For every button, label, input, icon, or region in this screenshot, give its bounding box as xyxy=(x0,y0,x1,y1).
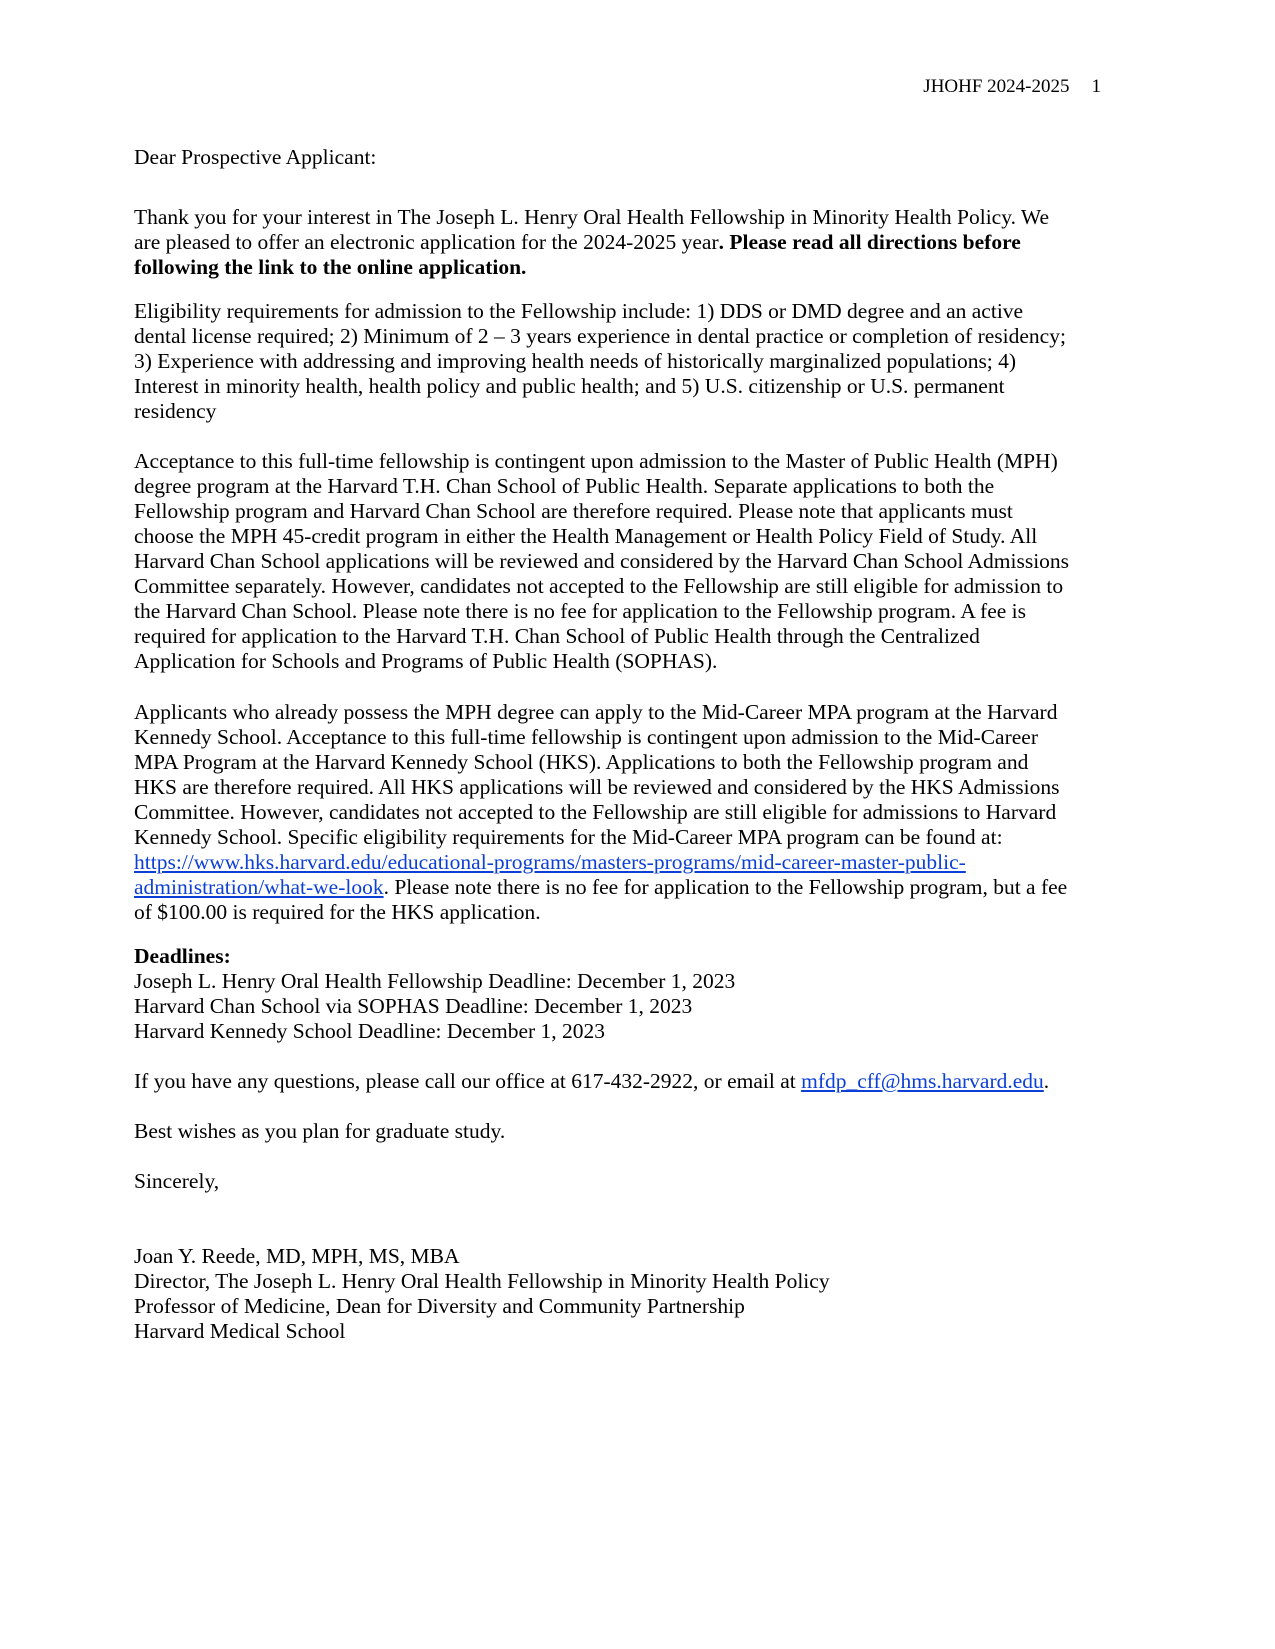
acceptance-line: degree program at the Harvard T.H. Chan School of Public Health. Separate applications to both the xyxy=(134,474,995,498)
acceptance-line: Harvard Chan School applications will be reviewed and considered by the Harvard Chan School Admissions xyxy=(134,549,1070,573)
mpa-line: Applicants who already possess the MPH degree can apply to the Mid-Career MPA program at the Harvard xyxy=(134,700,1058,724)
intro-text: are pleased to offer an electronic application for the 2024-2025 year xyxy=(134,230,719,254)
eligibility-line: dental license required; 2) Minimum of 2 – 3 years experience in dental practice or completion of residency; xyxy=(134,324,1066,348)
signature-name: Joan Y. Reede, MD, MPH, MS, MBA xyxy=(134,1244,460,1268)
intro-bold-text: . Please read all directions before xyxy=(718,230,1021,254)
acceptance-paragraph xyxy=(134,449,1069,674)
signature-institution: Harvard Medical School xyxy=(134,1319,346,1343)
eligibility-line: Interest in minority health, health policy and public health; and 5) U.S. citizenship or U.S. permanent xyxy=(134,374,1005,398)
signature-title: Professor of Medicine, Dean for Diversity and Community Partnership xyxy=(134,1294,745,1318)
eligibility-line: residency xyxy=(134,399,217,423)
intro-paragraph xyxy=(134,205,1049,280)
mpa-line xyxy=(134,875,1067,900)
hks-eligibility-link[interactable]: https://www.hks.harvard.edu/educational-programs/masters-programs/mid-career-master-public- xyxy=(134,850,966,874)
deadlines-heading: Deadlines: xyxy=(134,944,231,968)
deadlines-section xyxy=(134,944,735,1044)
deadline-item: Joseph L. Henry Oral Health Fellowship Deadline: December 1, 2023 xyxy=(134,969,736,993)
intro-line: Thank you for your interest in The Joseph L. Henry Oral Health Fellowship in Minority Health Policy. We xyxy=(134,205,1050,229)
intro-line xyxy=(134,230,1049,255)
page-number: 1 xyxy=(1091,76,1101,97)
mpa-line: MPA Program at the Harvard Kennedy School (HKS). Applications to both the Fellowship program and xyxy=(134,750,1029,774)
deadline-item: Harvard Kennedy School Deadline: December 1, 2023 xyxy=(134,1019,606,1043)
signature-block xyxy=(134,1244,830,1344)
deadline-item: Harvard Chan School via SOPHAS Deadline: December 1, 2023 xyxy=(134,994,693,1018)
acceptance-line: Application for Schools and Programs of Public Health (SOPHAS). xyxy=(134,649,718,673)
eligibility-line: Eligibility requirements for admission to the Fellowship include: 1) DDS or DMD degree and an active xyxy=(134,299,1024,323)
hks-eligibility-link-continued[interactable]: administration/what-we-look xyxy=(134,875,384,899)
salutation: Dear Prospective Applicant: xyxy=(134,145,377,169)
acceptance-line: choose the MPH 45-credit program in either the Health Management or Health Policy Field of Study. All xyxy=(134,524,1038,548)
mpa-paragraph xyxy=(134,700,1067,925)
page-header xyxy=(923,76,1101,98)
mpa-text: . Please note there is no fee for application to the Fellowship program, but a fee xyxy=(383,875,1068,899)
mpa-line: Committee. However, candidates not accepted to the Fellowship are still eligible for admissions to Harvard xyxy=(134,800,1057,824)
mpa-line: Kennedy School. Acceptance to this full-time fellowship is contingent upon admission to the Mid-Career xyxy=(134,725,1039,749)
eligibility-line: 3) Experience with addressing and improving health needs of historically marginalized populations; 4) xyxy=(134,349,1017,373)
mpa-line: Kennedy School. Specific eligibility requirements for the Mid-Career MPA program can be found at: xyxy=(134,825,1003,849)
acceptance-line: Acceptance to this full-time fellowship is contingent upon admission to the Master of Public Health (MPH) xyxy=(134,449,1058,473)
acceptance-line: required for application to the Harvard T.H. Chan School of Public Health through the Centralized xyxy=(134,624,980,648)
eligibility-paragraph xyxy=(134,299,1066,424)
mpa-line: of $100.00 is required for the HKS application. xyxy=(134,900,541,924)
mpa-line: HKS are therefore required. All HKS applications will be reviewed and considered by the HKS Admissions xyxy=(134,775,1060,799)
mpa-line xyxy=(134,850,1067,875)
wishes-line: Best wishes as you plan for graduate study. xyxy=(134,1119,506,1143)
acceptance-line: Committee separately. However, candidates not accepted to the Fellowship are still eligible for admission to xyxy=(134,574,1064,598)
contact-text: If you have any questions, please call our office at 617-432-2922, or email at xyxy=(134,1069,802,1093)
acceptance-line: Fellowship program and Harvard Chan School are therefore required. Please note that applicants must xyxy=(134,499,1013,523)
contact-period: . xyxy=(1043,1069,1050,1093)
signature-title: Director, The Joseph L. Henry Oral Health Fellowship in Minority Health Policy xyxy=(134,1269,830,1293)
header-code: JHOHF 2024-2025 xyxy=(923,76,1070,97)
email-link[interactable]: mfdp_cff@hms.harvard.edu xyxy=(801,1069,1044,1093)
closing-line: Sincerely, xyxy=(134,1169,220,1193)
acceptance-line: the Harvard Chan School. Please note there is no fee for application to the Fellowship program. A fee is xyxy=(134,599,1027,623)
contact-line xyxy=(134,1069,1049,1094)
intro-bold-line: following the link to the online application. xyxy=(134,255,527,279)
